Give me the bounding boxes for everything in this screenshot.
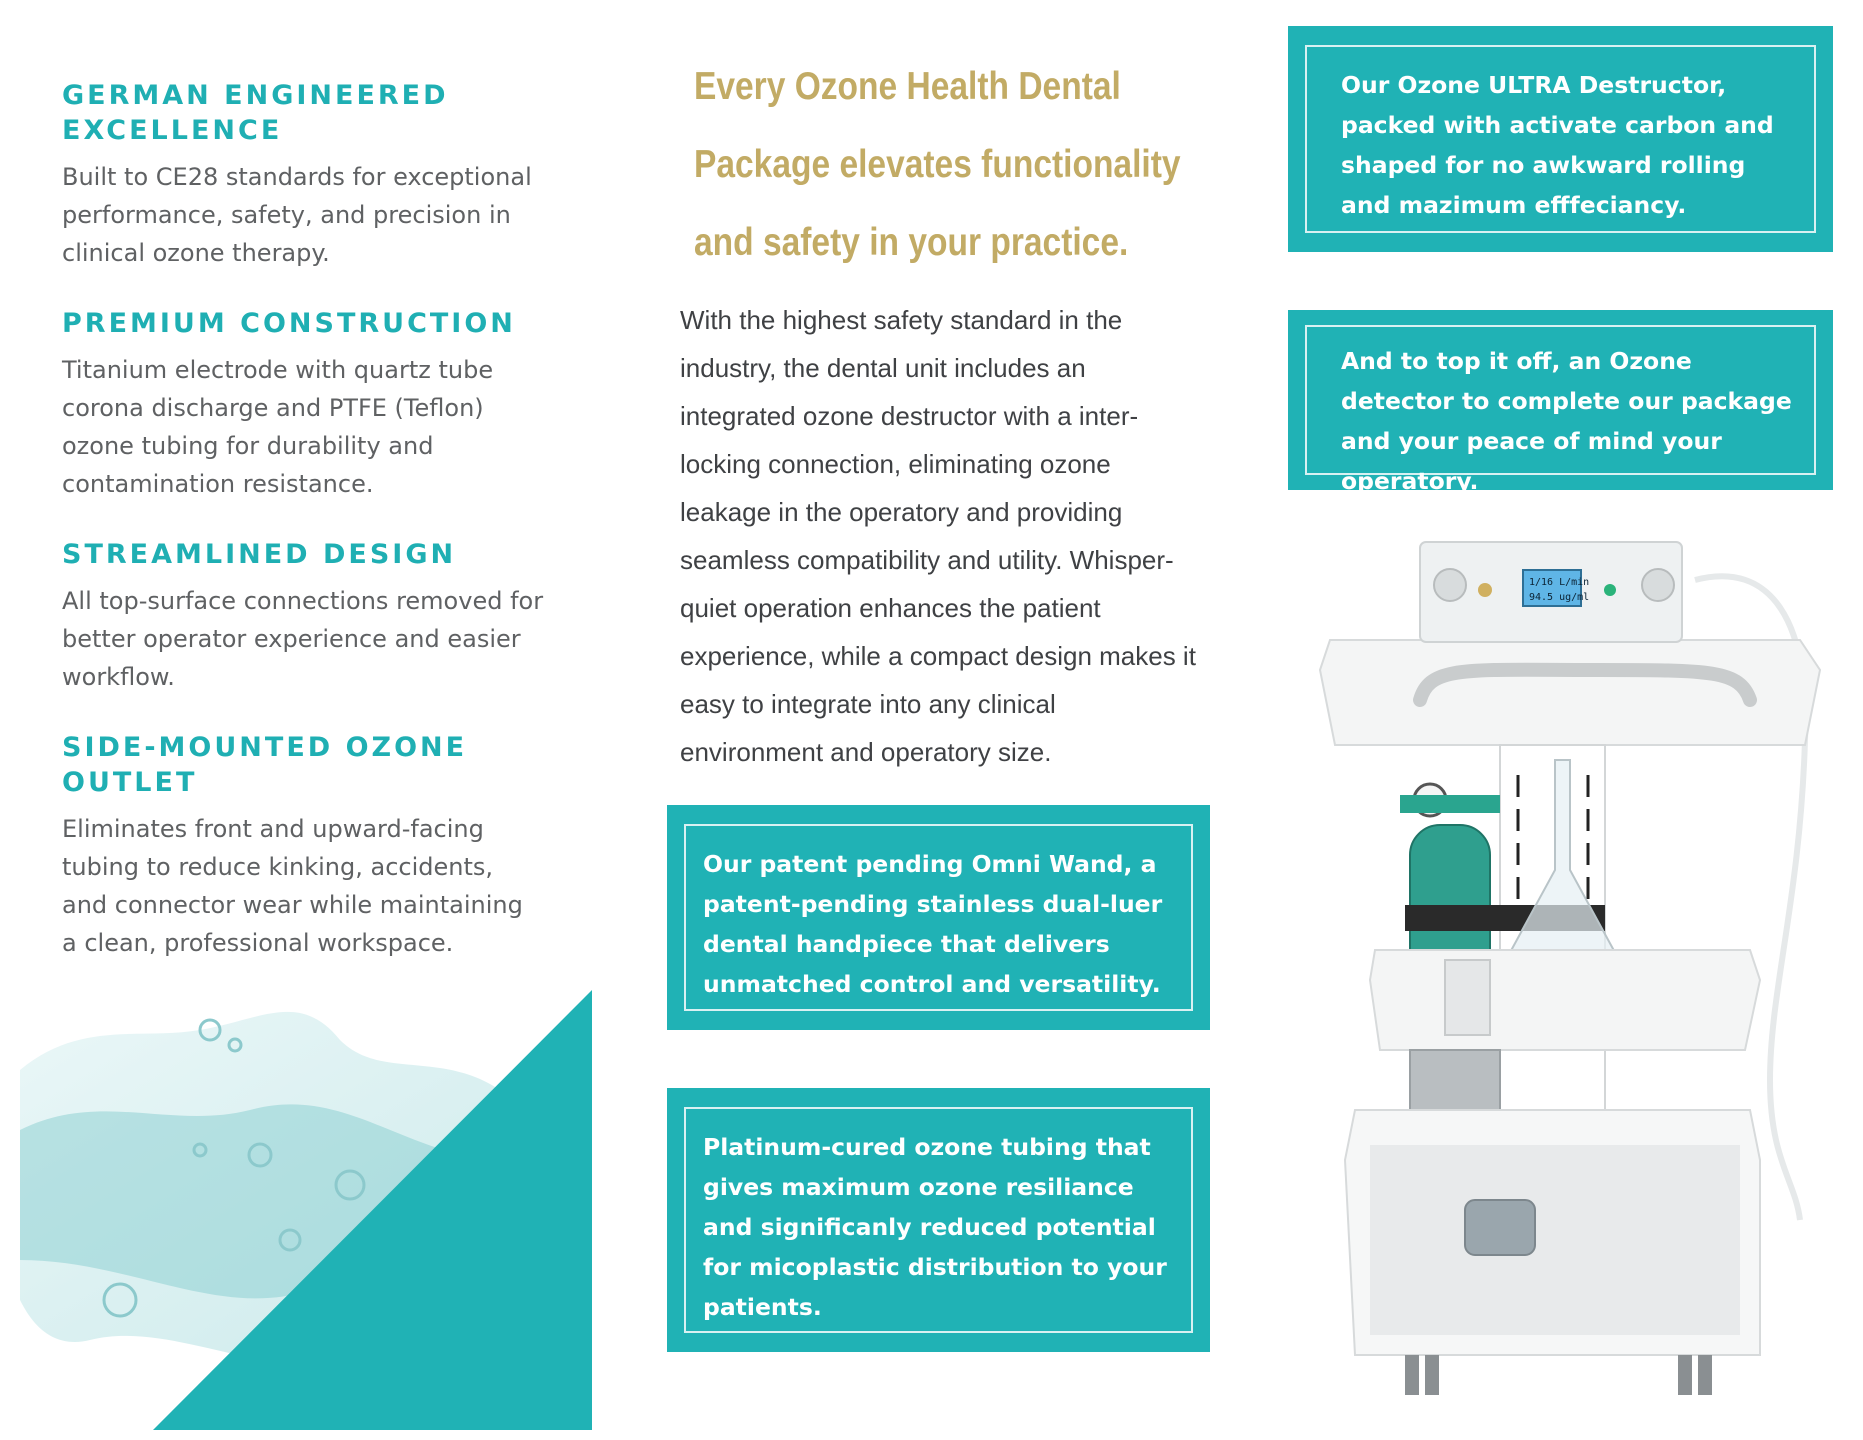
detector-text: And to top it off, an Ozone detector to complete our package and your peace of mind your operatory. — [1305, 325, 1816, 475]
feature-body: Titanium electrode with quartz tube corona discharge and PTFE (Teflon) ozone tubing for durability and contamination resistance. — [62, 356, 494, 498]
feature-body: Built to CE28 standards for exceptional performance, safety, and precision in clinical ozone therapy. — [62, 163, 532, 267]
destructor-box — [1288, 26, 1833, 252]
tubing-box — [667, 1088, 1210, 1352]
feature-title: GERMAN ENGINEERED EXCELLENCE — [62, 80, 449, 146]
feature-body: Eliminates front and upward-facing tubing to reduce kinking, accidents, and connector wear while maintaining a clean, professional workspace. — [62, 815, 523, 957]
feature-side-mounted-outlet — [62, 730, 562, 962]
feature-title: STREAMLINED DESIGN — [62, 539, 457, 570]
feature-title: PREMIUM CONSTRUCTION — [62, 308, 516, 339]
feature-title: SIDE-MOUNTED OZONE OUTLET — [62, 732, 468, 798]
intro-column — [680, 48, 1220, 776]
ozone-dental-cart-image — [1300, 520, 1840, 1420]
feature-body: All top-surface connections removed for better operator experience and easier workflow. — [62, 587, 544, 691]
page-headline: Every Ozone Health Dental Package elevates functionality and safety in your practice. — [694, 65, 1181, 264]
intro-body: With the highest safety standard in the industry, the dental unit includes an integrated ozone destructor with a inter-locking connection, eliminating ozone leakage in the operatory and providing seamless compatibility and utility. Whisper-quiet operation enhances the patient experience, while a compact design makes it easy to integrate into any clinical environment and operatory size. — [680, 305, 1196, 767]
tubing-text: Platinum-cured ozone tubing that gives maximum ozone resiliance and significanly reduced potential for micoplastic distribution to your patients. — [684, 1107, 1193, 1333]
feature-streamlined-design — [62, 537, 562, 696]
feature-german-engineered — [62, 78, 562, 272]
foot-pedal — [1465, 1200, 1535, 1255]
display-line-2: 94.5 ug/ml — [1529, 592, 1590, 603]
omni-wand-box — [667, 805, 1210, 1030]
omni-wand-text: Our patent pending Omni Wand, a patent-pending stainless dual-luer dental handpiece that delivers unmatched control and versatility. — [684, 824, 1193, 1011]
display-line-1: 1/16 L/min — [1529, 577, 1590, 588]
destructor-text: Our Ozone ULTRA Destructor, packed with activate carbon and shaped for no awkward rolling and mazimum efffeciancy. — [1305, 45, 1816, 233]
features-column — [62, 78, 562, 996]
water-splash-graphic — [20, 960, 592, 1430]
detector-box — [1288, 310, 1833, 495]
feature-premium-construction — [62, 306, 562, 503]
